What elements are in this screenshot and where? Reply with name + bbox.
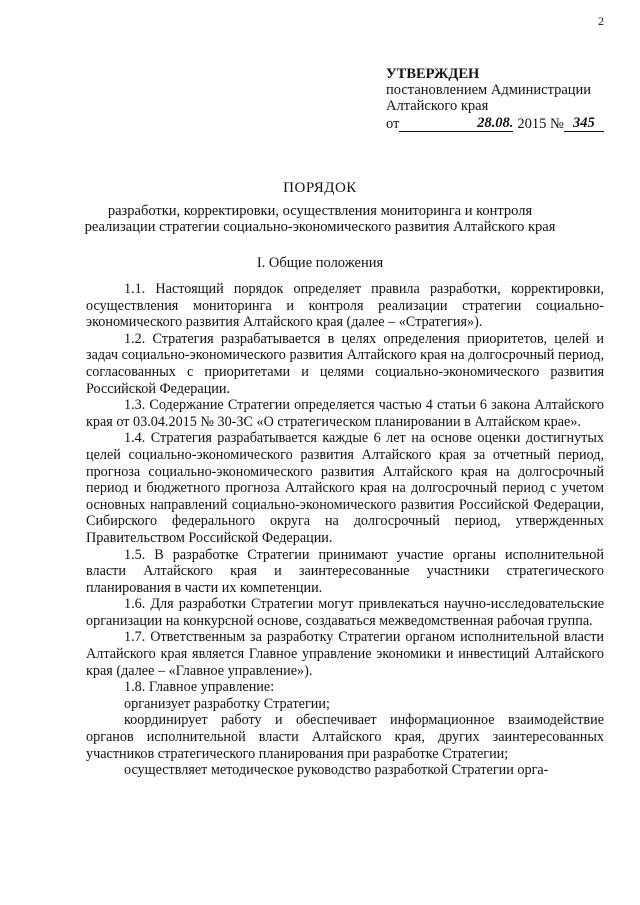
date-prefix: от bbox=[386, 116, 400, 132]
paragraph: 1.4. Стратегия разрабатывается каждые 6 лет на основе оценки достигнутых целей социально-экономического развития Алтайского края за отчетный период, прогноза социально-экономического развития Алтайского края на долгосрочный период и бюджетного прогноза Алтайского края на долгосрочный период с учетом основных направлений социально-экономического развития Российской Федерации, Сибирского федерального округа на долгосрочный период, утвержденных Правительством Российской Федерации. bbox=[86, 430, 604, 546]
title-line-1: разработки, корректировки, осуществления мониторинга и контроля bbox=[107, 202, 533, 219]
paragraph: 1.1. Настоящий порядок определяет правила разработки, корректировки, осуществления мониторинга и контроля реализации стратегии социально-экономического развития Алтайского края (далее – «Стратегия»). bbox=[86, 281, 604, 331]
document-title-block bbox=[40, 180, 600, 236]
approval-date: 28.08. bbox=[399, 116, 513, 132]
approval-number: 345 bbox=[564, 116, 604, 132]
approval-line-1: постановлением Администрации bbox=[386, 82, 592, 98]
paragraph: организует разработку Стратегии; bbox=[124, 695, 330, 712]
paragraph: 1.3. Содержание Стратегии определяется частью 4 статьи 6 закона Алтайского края от 03.04.2015 № 30-ЗС «О стратегическом планировании в Алтайском крае». bbox=[86, 397, 604, 430]
approval-word: УТВЕРЖДЕН bbox=[386, 66, 480, 82]
paragraph: 1.2. Стратегия разрабатывается в целях определения приоритетов, целей и задач социально-экономического развития Алтайского края на долгосрочный период, согласованных с приоритетами и целями социально-экономического развития Российской Федерации. bbox=[86, 330, 604, 397]
approval-date-line bbox=[386, 116, 616, 132]
paragraph: координирует работу и обеспечивает информационное взаимодействие органов исполнительной власти Алтайского края, других заинтересованных участников стратегического планирования при разработке Стратегии; bbox=[86, 712, 604, 762]
year-and-number-label: 2015 № bbox=[517, 116, 564, 132]
page-number: 2 bbox=[598, 14, 604, 28]
paragraph: 1.8. Главное управление: bbox=[124, 679, 275, 696]
section-heading: I. Общие положения bbox=[256, 255, 384, 271]
approval-line-2: Алтайского края bbox=[386, 98, 489, 114]
approval-stamp bbox=[386, 66, 616, 132]
title-line-2: реализации стратегии социально-экономического развития Алтайского края bbox=[84, 219, 556, 235]
paragraph: 1.7. Ответственным за разработку Стратегии органом исполнительной власти Алтайского края является Главное управление экономики и инвестиций Алтайского края (далее – «Главное управление»). bbox=[86, 629, 604, 679]
paragraph: 1.5. В разработке Стратегии принимают участие органы исполнительной власти Алтайского края и заинтересованные участники стратегического планирования в части их компетенции. bbox=[86, 546, 604, 596]
document-type: ПОРЯДОК bbox=[283, 180, 357, 196]
document-body bbox=[86, 281, 604, 779]
paragraph: осуществляет методическое руководство разработкой Стратегии орга- bbox=[124, 762, 549, 779]
paragraph: 1.6. Для разработки Стратегии могут привлекаться научно-исследовательские организации на конкурсной основе, создаваться межведомственная рабочая группа. bbox=[86, 596, 604, 629]
